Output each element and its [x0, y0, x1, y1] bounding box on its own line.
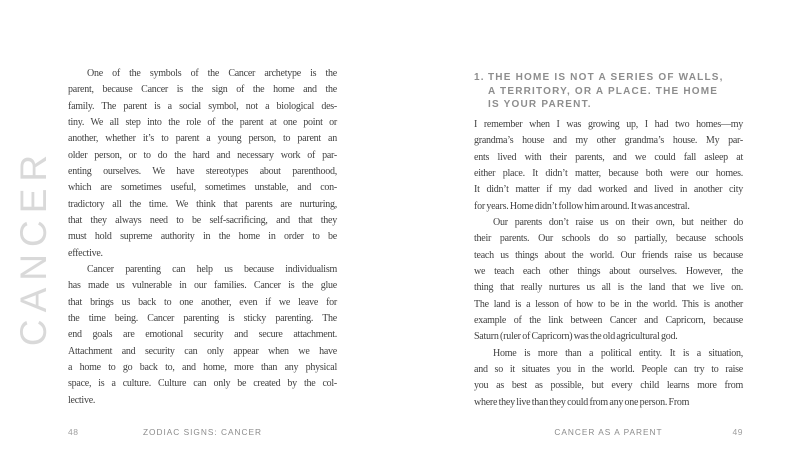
- section-heading-line: THE HOME IS NOT A SERIES OF WALLS,: [488, 72, 724, 83]
- right-page-footer: [474, 426, 743, 438]
- text-line: Cancer parenting can help us because individualism: [87, 263, 337, 275]
- text-line: thing that really nurtures us all is the land that we live on.: [474, 282, 743, 294]
- text-line: which are sometimes useful, sometimes unstable, and con-: [68, 182, 337, 194]
- text-line: parent, because Cancer is the sign of the home and the: [68, 84, 337, 96]
- left-page-footer: [68, 426, 337, 438]
- paragraph: [474, 117, 743, 215]
- text-line: lective.: [68, 394, 96, 406]
- running-title-left: ZODIAC SIGNS: CANCER: [142, 427, 263, 437]
- text-line: grandma’s house and my other grandma’s house. My par-: [474, 135, 743, 147]
- page-number-right: 49: [732, 427, 743, 437]
- text-line: and so it situates you in the world. People can try to raise: [474, 363, 743, 375]
- text-line: example of the link between Cancer and Capricorn, because: [474, 314, 743, 326]
- text-line: Home is more than a political entity. It is a situation,: [493, 347, 743, 359]
- paragraph: [68, 262, 337, 409]
- text-line: end goals are emotional security and secure attachment.: [68, 329, 337, 341]
- text-line: tiny. We all step into the role of the parent at one point or: [68, 116, 337, 128]
- left-page-body-text: [68, 66, 337, 409]
- text-line: space, is a culture. Culture can only be created by the col-: [68, 378, 337, 390]
- text-line: we teach each other things about ourselves. However, the: [474, 265, 743, 277]
- text-line: Attachment and security can only appear when we have: [68, 345, 337, 357]
- text-line: that brings us back to one another, even if we leave for: [68, 296, 337, 308]
- text-line: Our parents don’t raise us on their own, but neither do: [493, 216, 743, 228]
- text-line: has made us vulnerable in our families. Cancer is the glue: [68, 280, 337, 292]
- text-line: enting ourselves. We have stereotypes about parenthood,: [68, 165, 337, 177]
- paragraph: [474, 215, 743, 346]
- text-line: you as best as possible, but every child learns more from: [474, 380, 743, 392]
- text-line: must hold supreme authority in the home in order to be: [68, 231, 337, 243]
- text-line: One of the symbols of the Cancer archetype is the: [87, 68, 337, 79]
- text-line: effective.: [68, 247, 103, 259]
- page-number-left: 48: [68, 427, 79, 437]
- text-line: teach us things about the world. Our friends raise us because: [474, 249, 743, 261]
- text-line: where they live than they could from any one person. From: [474, 396, 690, 408]
- paragraph: [68, 66, 337, 262]
- text-line: ents lived with their parents, and we could fall asleep at: [474, 151, 743, 163]
- vertical-chapter-title: CANCER: [13, 147, 54, 347]
- right-page-body-text: [474, 117, 743, 411]
- text-line: I remember when I was growing up, I had two homes—my: [474, 119, 743, 130]
- running-title-right: CANCER AS A PARENT: [554, 427, 663, 437]
- section-heading-line: A TERRITORY, OR A PLACE. THE HOME: [488, 85, 719, 97]
- text-line: tradictory all the time. We think that parents are nurturing,: [68, 198, 337, 210]
- text-line: The land is a lesson of how to be in the world. This is another: [474, 298, 743, 310]
- text-line: the time being. Cancer parenting is sticky parenting. The: [68, 312, 337, 324]
- text-line: older person, or to do the hard and necessary work of par-: [68, 149, 337, 161]
- text-line: their parents. Our schools do so partially, because schools: [474, 233, 743, 245]
- text-line: that they always need to be self-sacrificing, and that they: [68, 214, 337, 226]
- section-heading-number: 1.: [474, 72, 485, 83]
- text-line: for years. Home didn’t follow him around. It was ancestral.: [474, 200, 690, 212]
- text-line: either place. It didn’t matter, because both were our homes.: [474, 167, 743, 179]
- paragraph: [474, 346, 743, 411]
- section-heading: [474, 71, 750, 112]
- text-line: Saturn (ruler of Capricorn) was the old agricultural god.: [474, 331, 678, 343]
- text-line: family. The parent is a social symbol, not a biological des-: [68, 100, 337, 112]
- text-line: another, whether it’s to parent a young person, to parent an: [68, 133, 337, 145]
- right-page: [405, 0, 810, 469]
- section-heading-line: IS YOUR PARENT.: [488, 99, 592, 110]
- text-line: a home to go back to, and home, more than any physical: [68, 361, 337, 373]
- text-line: It didn’t matter if my dad worked and lived in another city: [474, 184, 743, 196]
